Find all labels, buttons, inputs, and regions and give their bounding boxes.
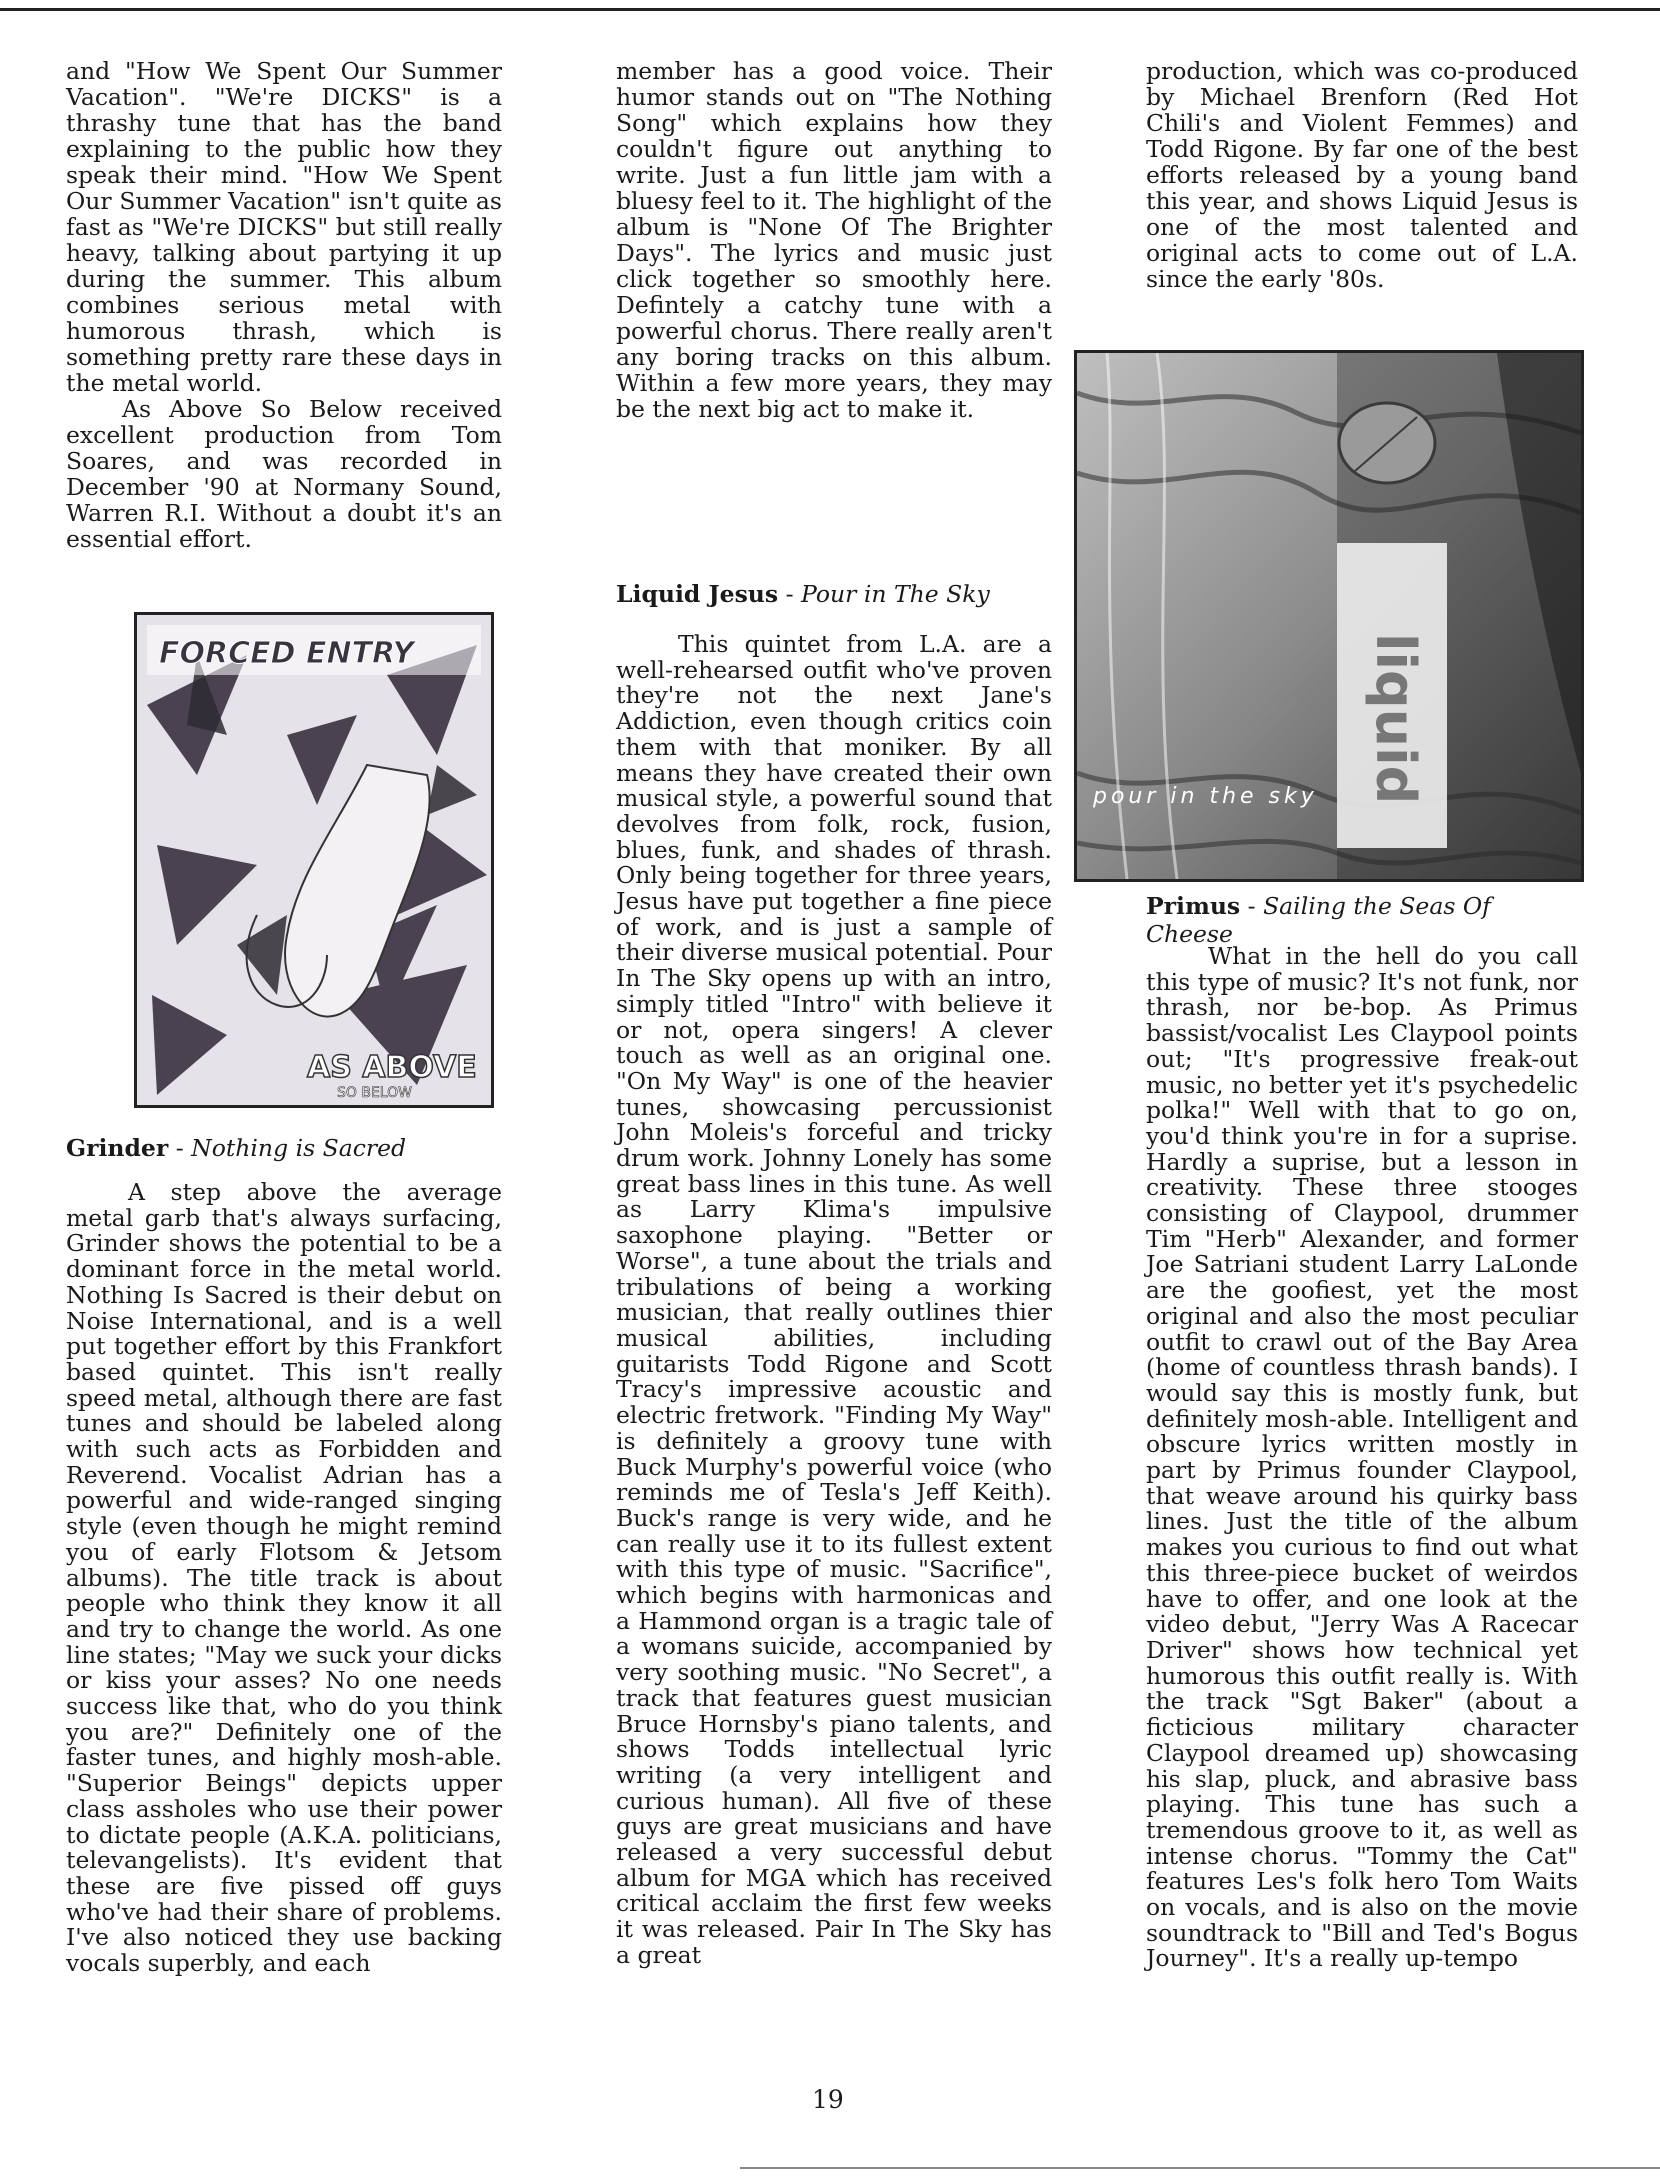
paragraph: As Above So Below received excellent production from Tom Soares, and was recorded in December '90 at Normany Sound, Warren R.I. Without a doubt it's an essential effort. <box>66 395 502 553</box>
top-rule <box>0 8 1660 11</box>
liquid-jesus-album-cover <box>1074 350 1584 882</box>
column-2-intro <box>616 58 1052 422</box>
column-1-intro <box>66 58 502 552</box>
liquid-cover-subtitle: pour in the sky <box>1093 784 1318 809</box>
paragraph: production, which was co-produced by Michael Brenforn (Red Hot Chili's and Violent Femmes) and Todd Rigone. By far one of the best efforts released by a young band this year, and shows Liquid Jesus is one of the most talented and original acts to come out of L.A. since the early '80s. <box>1146 57 1578 293</box>
band-name: Liquid Jesus <box>616 580 779 608</box>
page-number: 19 <box>812 2085 844 2114</box>
review-text: What in the hell do you call this type of music? It's not funk, nor thrash, nor be-bop. As Primus bassist/vocalist Les Claypool points out; "It's progressive freak-out music, no better yet it's psychedelic polka!" Well with that to go on, you'd think you're in for a suprise. Hardly a suprise, but a lesson in creativity. These three stooges consisting of Claypool, drummer Tim "Herb" Alexander, and former Joe Satriani student Larry LaLonde are the goofiest, yet the most original and also the most peculiar outfit to crawl out of the Bay Area (home of countless thrash bands). I would say this is mostly funk, but definitely mosh-able. Intelligent and obscure lyrics written mostly in part by Primus founder Claypool, that weave around his quirky bass lines. Just the title of the album makes you curious to find out what this three-piece bucket of weirdos have to offer, and one look at the video debut, "Jerry Was A Racecar Driver" shows how technical yet humorous this outfit really is. With the track "Sgt Baker" (about a ficticious military character Claypool dreamed up) showcasing his slap, pluck, and abrasive bass playing. This tune has such a tremendous groove to it, as well as intense chorus. "Tommy the Cat" features Les's folk hero Tom Waits on vocals, and is also on the movie soundtrack to "Bill and Ted's Bogus Journey". It's a really up-tempo <box>1146 942 1578 1973</box>
grinder-cover-subtitle: SO BELOW <box>337 1085 412 1101</box>
review-text: A step above the average metal garb that's always surfacing, Grinder shows the potential to be a dominant force in the metal world. Nothing Is Sacred is their debut on Noise International, and is a well put together effort by this Frankfort based quintet. This isn't really speed metal, although there are fast tunes and should be labeled along with such acts as Forbidden and Reverend. Vocalist Adrian has a powerful and wide-ranged singing style (even though he might remind you of early Flotsom & Jetsom albums). The title track is about people who think they know it all and try to change the world. As one line states; "May we suck your dicks or kiss your asses? No one needs success like that, who do you think you are?" Definitely one of the faster tunes, and highly mosh-able. "Superior Beings" depicts upper class assholes who use their power to dictate people (A.K.A. politicians, televangelists). It's evident that these are five pissed off guys who've had their share of problems. I've also noticed they use backing vocals superbly, and each <box>66 1178 502 1978</box>
album-title: Sailing the Seas Of Cheese <box>1146 892 1491 948</box>
review-text: This quintet from L.A. are a well-rehearsed outfit who've proven they're not the next Jane's Addiction, even though critics coin them with that moniker. By all means they have created their own musical style, a powerful sound that devolves from folk, rock, fusion, blues, funk, and shades of thrash. Only being together for three years, Jesus have put together a fine piece of work, and is just a sample of their diverse musical potential. Pour In The Sky opens up with an intro, simply titled "Intro" with believe it or not, opera singers! A clever touch as well as an original one. "On My Way" is one of the heavier tunes, showcasing percussionist John Moleis's forceful and tricky drum work. Johnny Lonely has some great bass lines in this tune. As well as Larry Klima's impulsive saxophone playing. "Better or Worse", a tune about the trials and tribulations of being a working musician, that really outlines thier musical abilities, including guitarists Todd Rigone and Scott Tracy's impressive acoustic and electric fretwork. "Finding My Way" is definitely a groovy tune with Buck Murphy's powerful voice (who reminds me of Tesla's Jeff Keith). Buck's range is very wide, and he can really use it to its fullest extent with this type of music. "Sacrifice", which begins with harmonicas and a Hammond organ is a tragic tale of a womans suicide, accompanied by very soothing music. "No Secret", a track that features guest musician Bruce Hornsby's piano talents, and shows Todds intellectual lyric writing (a very intelligent and curious human). All five of these guys are great musicians and have released a very successful debut album for MGA which has received critical acclaim the first few weeks it was released. Pair In The Sky has a great <box>616 630 1052 1969</box>
grinder-cover-art <box>137 615 491 1105</box>
liquid-cover-title: liquid <box>1364 633 1427 805</box>
heading-separator: - <box>1240 892 1264 920</box>
heading-separator: - <box>778 580 802 608</box>
column-3-intro <box>1146 58 1578 292</box>
primus-review-heading <box>1146 892 1578 948</box>
grinder-cover-title: AS ABOVE <box>307 1050 477 1085</box>
album-title: Nothing is Sacred <box>191 1134 407 1162</box>
liquid-jesus-review-body <box>616 632 1052 1969</box>
bottom-rule <box>740 2167 1660 2169</box>
liquid-jesus-review-heading <box>616 580 1052 608</box>
liquid-jesus-cover-art <box>1077 353 1581 879</box>
band-name: Primus <box>1146 892 1241 920</box>
grinder-review-heading <box>66 1134 502 1162</box>
grinder-cover-logo: FORCED ENTRY <box>159 636 415 671</box>
album-title: Pour in The Sky <box>801 580 990 608</box>
primus-review-body <box>1146 944 1578 1972</box>
grinder-review-body <box>66 1180 502 1977</box>
band-name: Grinder <box>66 1134 169 1162</box>
paragraph: and "How We Spent Our Summer Vacation". "We're DICKS" is a thrashy tune that has the band explaining to the public how they speak their mind. "How We Spent Our Summer Vacation" isn't quite as fast as "We're DICKS" but still really heavy, talking about partying it up during the summer. This album combines serious metal with humorous thrash, which is something pretty rare these days in the metal world. <box>66 57 502 397</box>
paragraph: member has a good voice. Their humor stands out on "The Nothing Song" which explains how they couldn't figure out anything to write. Just a fun little jam with a bluesy feel to it. The highlight of the album is "None Of The Brighter Days". The lyrics and music just click together so smoothly here. Defintely a catchy tune with a powerful chorus. There really aren't any boring tracks on this album. Within a few more years, they may be the next big act to make it. <box>616 57 1052 423</box>
heading-separator: - <box>168 1134 192 1162</box>
grinder-album-cover <box>134 612 494 1108</box>
